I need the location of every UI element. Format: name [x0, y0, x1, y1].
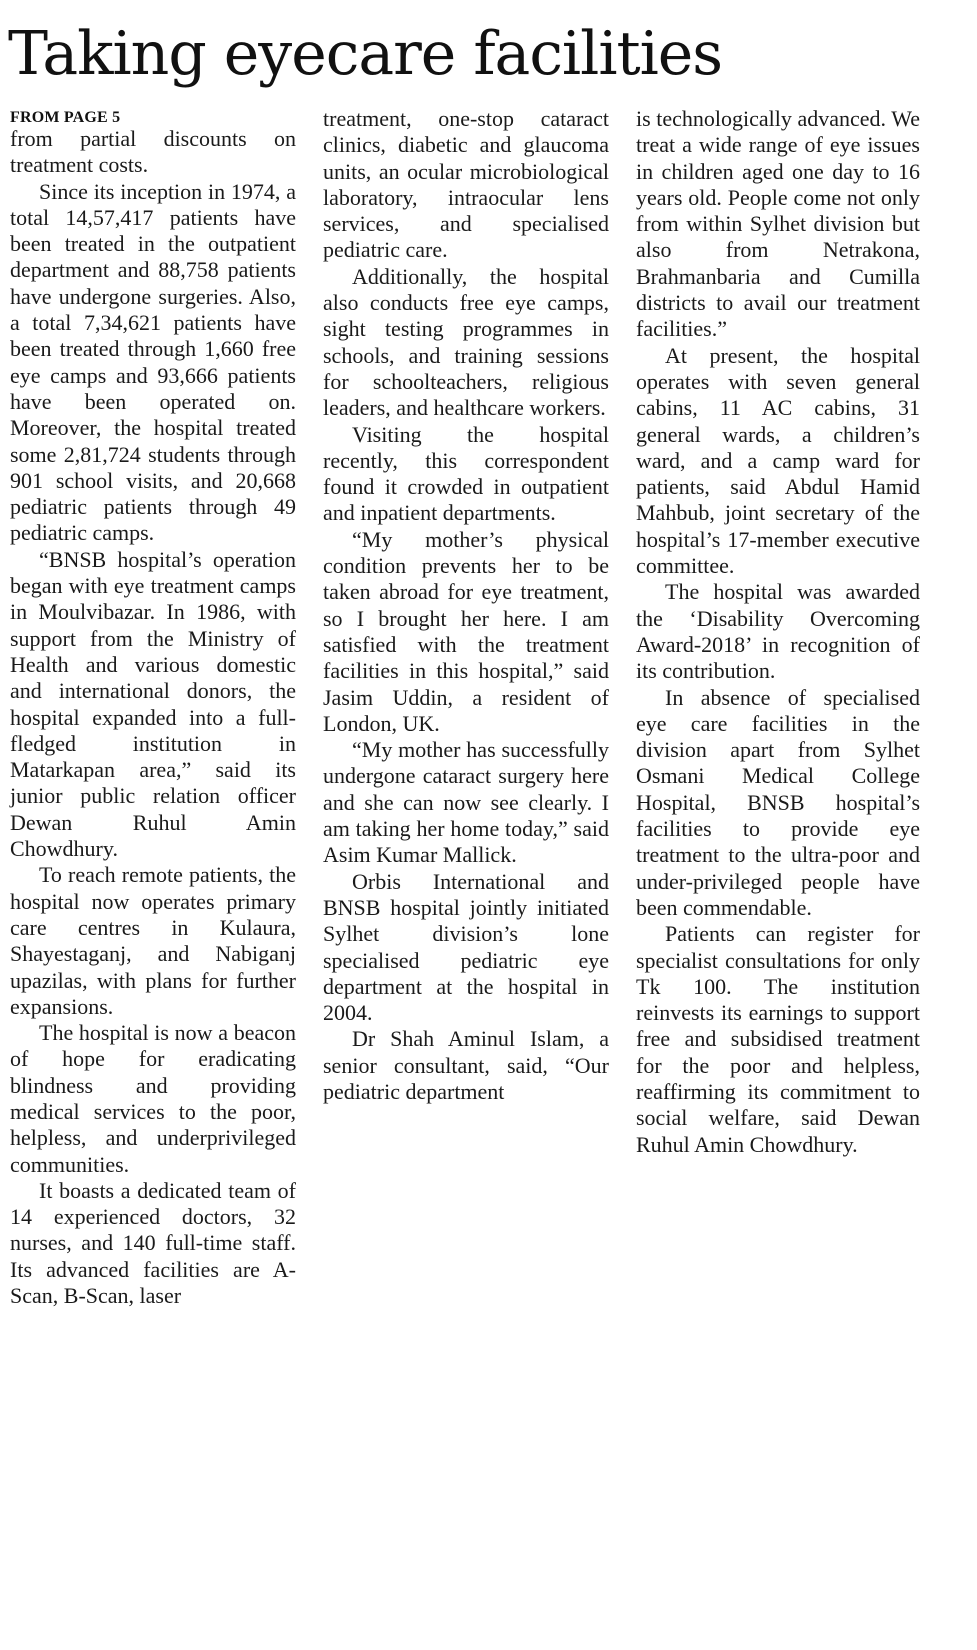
paragraph: is technologically advanced. We treat a wide range of eye issues in children aged one day to 16 years old. People come not only from within Sylhet division but also from Netrakona, Brahmanbaria and Cumilla districts to avail our treatment facilities.” — [636, 106, 920, 342]
paragraph: The hospital was awarded the ‘Disability Overcoming Award-2018’ in recognition of its contribution. — [636, 579, 920, 684]
paragraph: “My mother’s physical condition prevents her to be taken abroad for eye treatment, so I brought her here. I am satisfied with the treatment facilities in this hospital,” said Jasim Uddin, a resident of London, UK. — [323, 526, 609, 736]
paragraph: “My mother has successfully undergone cataract surgery here and she can now see clearly. I am taking her home today,” said Asim Kumar Mallick. — [323, 737, 609, 868]
paragraph: It boasts a dedicated team of 14 experienced doctors, 32 nurses, and 140 full-time staff. Its advanced facilities are A-Scan, B-Scan, laser — [10, 1177, 296, 1309]
paragraph: Dr Shah Aminul Islam, a senior consultant, said, “Our pediatric department — [323, 1026, 609, 1104]
paragraph: Additionally, the hospital also conducts free eye camps, sight testing programmes in schools, and training sessions for schoolteachers, religious leaders, and healthcare workers. — [323, 263, 609, 421]
paragraph: Orbis International and BNSB hospital jointly initiated Sylhet division’s lone specialised pediatric eye department at the hospital in 2004. — [323, 868, 609, 1026]
paragraph: At present, the hospital operates with seven general cabins, 11 AC cabins, 31 general wards, a children’s ward, and a camp ward for patients, said Abdul Hamid Mahbub, joint secretary of the hospital’s 17-member executive committee. — [636, 342, 920, 579]
paragraph: treatment, one-stop cataract clinics, diabetic and glaucoma units, an ocular microbiological laboratory, intraocular lens services, and specialised pediatric care. — [323, 106, 609, 263]
article-column-2 — [323, 106, 609, 1105]
paragraph: Since its inception in 1974, a total 14,57,417 patients have been treated in the outpatient department and 88,758 patients have undergone surgeries. Also, a total 7,34,621 patients have been treated through 1,660 free eye camps and 93,666 patients have been operated on. Moreover, the hospital treated some 2,81,724 students through 901 school visits, and 20,668 pediatric patients through 49 pediatric camps. — [10, 178, 296, 546]
jump-line: FROM PAGE 5 — [10, 109, 121, 126]
paragraph: Patients can register for specialist consultations for only Tk 100. The institution reinvests its earnings to support free and subsidised treatment for the poor and helpless, reaffirming its commitment to social welfare, said Dewan Ruhul Amin Chowdhury. — [636, 921, 920, 1157]
paragraph: In absence of specialised eye care facilities in the division apart from Sylhet Osmani Medical College Hospital, BNSB hospital’s facilities to provide eye treatment to the ultra-poor and under-privileged people have been commendable. — [636, 684, 920, 920]
article-column-1 — [10, 108, 296, 1309]
paragraph: from partial discounts on treatment costs. — [10, 126, 296, 178]
paragraph: The hospital is now a beacon of hope for eradicating blindness and providing medical services to the poor, helpless, and underprivileged communities. — [10, 1020, 296, 1177]
article-column-3 — [636, 106, 920, 1158]
paragraph: To reach remote patients, the hospital now operates primary care centres in Kulaura, Shayestaganj, and Nabiganj upazilas, with plans for further expansions. — [10, 862, 296, 1019]
headline: Taking eyecare facilities — [8, 19, 723, 89]
paragraph: Visiting the hospital recently, this correspondent found it crowded in outpatient and inpatient departments. — [323, 421, 609, 526]
paragraph: “BNSB hospital’s operation began with eye treatment camps in Moulvibazar. In 1986, with support from the Ministry of Health and various domestic and international donors, the hospital expanded into a full-fledged institution in Matarkapan area,” said its junior public relation officer Dewan Ruhul Amin Chowdhury. — [10, 546, 296, 862]
